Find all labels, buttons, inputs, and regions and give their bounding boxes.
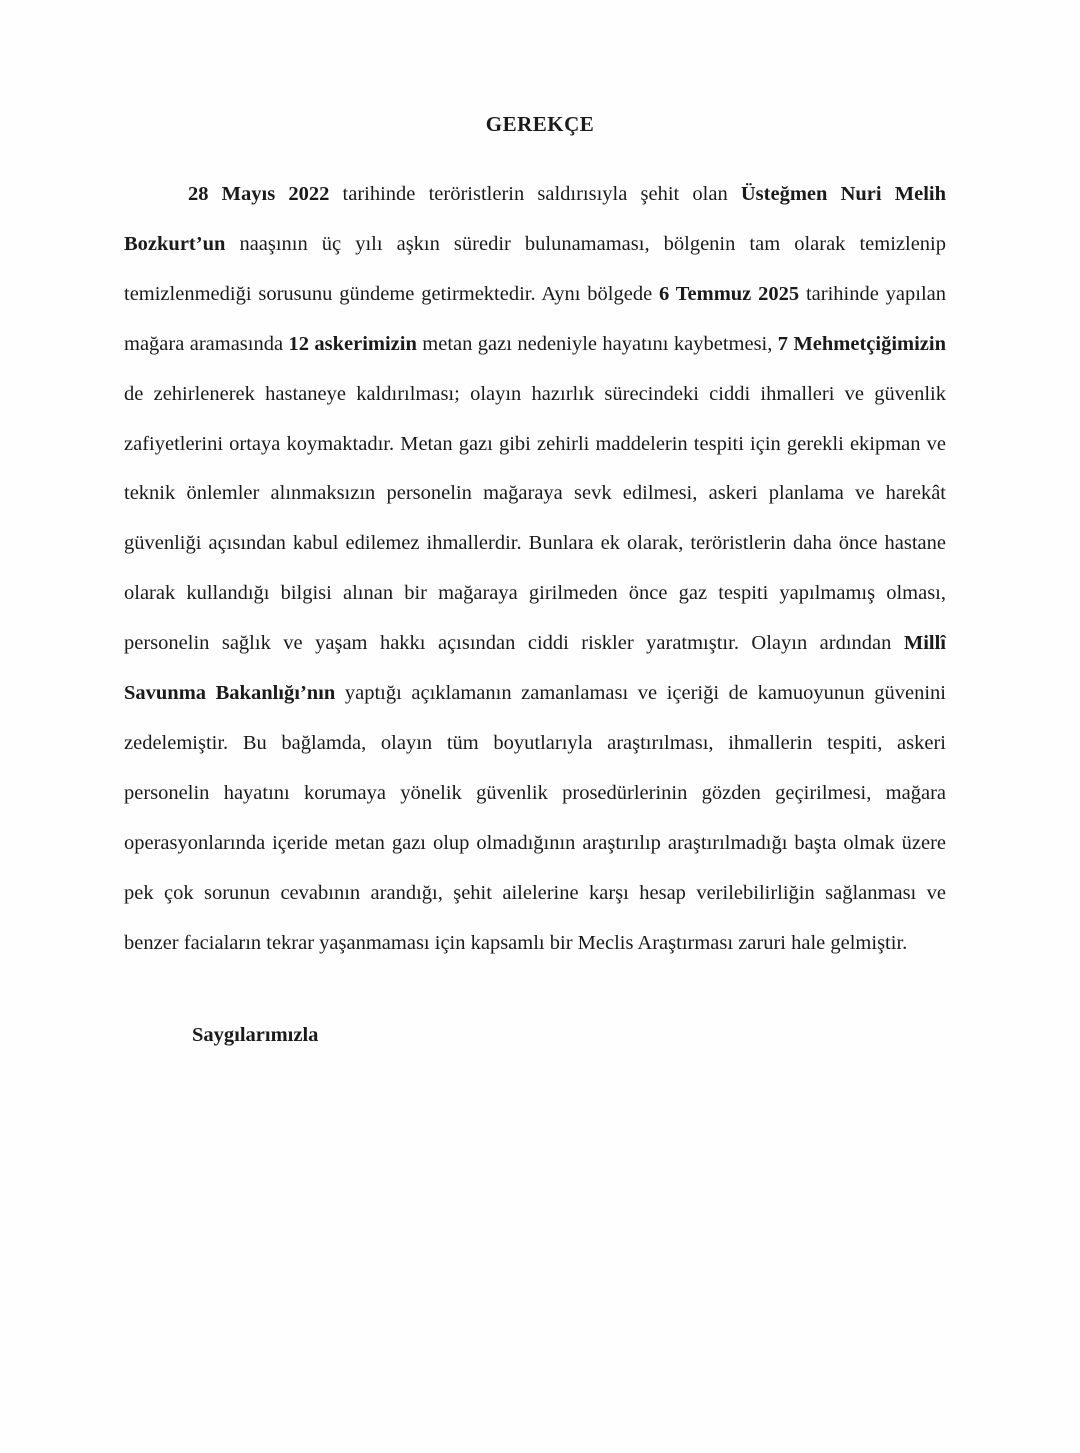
date-text: 28 Mayıs 2022 [188, 183, 330, 205]
body-paragraph [124, 170, 946, 969]
paragraph-text: naaşının üç yılı aşkın süredir bulunamaması, bölgenin tam olarak temizlenip temizlenmediği sorusunu gündeme getirmektedir. Aynı bölgede [124, 232, 946, 305]
paragraph-text: tarihinde teröristlerin saldırısıyla şehit olan [329, 183, 741, 205]
document-title: GEREKÇE [485, 112, 595, 136]
officer-name: Üsteğmen Nuri Melih Bozkurt’un [124, 183, 946, 255]
paragraph-text: tarihinde yapılan mağara aramasında [124, 282, 946, 355]
casualty-count: 7 Mehmetçiğimizin [777, 332, 946, 355]
paragraph-text: de zehirlenerek hastaneye kaldırılması; olayın hazırlık sürecindeki ciddi ihmalleri ve güvenlik zafiyetlerini ortaya koymaktadır. Metan gazı gibi zehirli maddelerin tespiti için gerekli ekipman ve teknik önlemler alınmaksızın personelin mağaraya sevk edilmesi, askeri planlama ve harekât güvenliği açısından kabul edilemez ihmallerdir. Bunlara ek olarak, teröristlerin daha önce hastane olarak kullandığı bilgisi alınan bir mağaraya girilmeden önce gaz tespiti yapılmamış olması, personelin sağlık ve yaşam hakkı açısından ciddi riskler yaratmıştır. Olayın ardından [124, 382, 946, 655]
casualty-count: 12 askerimizin [288, 332, 417, 355]
paragraph-text: metan gazı nedeniyle hayatını kaybetmesi, [416, 332, 778, 355]
paragraph-text: yaptığı açıklamanın zamanlaması ve içeriği de kamuoyunun güvenini zedelemiştir. Bu bağlamda, olayın tüm boyutlarıyla araştırılması, ihmallerin tespiti, askeri personelin hayatını korumaya yönelik güvenlik prosedürlerinin gözden geçirilmesi, mağara operasyonlarında içeride metan gazı olup olmadığının araştırılıp araştırılmadığı başta olmak üzere pek çok sorunun cevabının arandığı, şehit ailelerine karşı hesap verilebilirliğin sağlanması ve benzer faciaların tekrar yaşanmaması için kapsamlı bir Meclis Araştırması zaruri hale gelmiştir. [124, 682, 946, 954]
closing-salutation: Saygılarımızla [192, 1024, 319, 1046]
ministry-name: Millî Savunma Bakanlığı’nın [124, 632, 946, 705]
date-text: 6 Temmuz 2025 [659, 282, 800, 305]
